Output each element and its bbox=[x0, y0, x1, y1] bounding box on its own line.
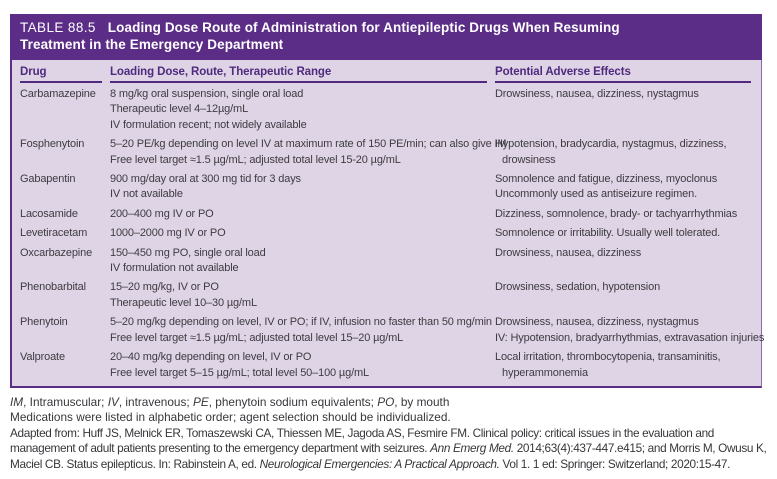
dose-cell: 8 mg/kg oral suspension, single oral load Therapeutic level 4–12µg/mL IV formulation recent; not widely available bbox=[110, 88, 307, 131]
effects-cell: Drowsiness, nausea, dizziness, nystagmus IV: Hypotension, bradyarrhythmias, extravasation injuries bbox=[495, 316, 765, 344]
effects-cell: Drowsiness, sedation, hypotension bbox=[495, 281, 661, 294]
table-title-line2: Treatment in the Emergency Department bbox=[20, 36, 284, 52]
table-row bbox=[20, 311, 765, 346]
table-header-row bbox=[20, 60, 751, 83]
drug-name: Phenytoin bbox=[20, 316, 68, 329]
drug-name: Lacosamide bbox=[20, 207, 78, 220]
table-label: TABLE 88.5 bbox=[20, 20, 96, 35]
dose-cell: 15–20 mg/kg, IV or PO Therapeutic level 10–30 µg/mL bbox=[110, 281, 257, 309]
effects-cell: Drowsiness, nausea, dizziness bbox=[495, 246, 642, 259]
table-row bbox=[20, 346, 751, 381]
footnote-note: Medications were listed in alphabetic order; agent selection should be individualized. bbox=[10, 410, 451, 425]
dose-cell: 200–400 mg IV or PO bbox=[110, 207, 214, 220]
table-row bbox=[20, 222, 751, 241]
dose-cell: 1000–2000 mg IV or PO bbox=[110, 227, 226, 240]
drug-name: Phenobarbital bbox=[20, 281, 86, 294]
drug-name: Carbamazepine bbox=[20, 88, 96, 100]
abbreviation-key: IM, Intramuscular; IV, intravenous; PE, phenytoin sodium equivalents; PO, by mouth bbox=[10, 394, 450, 409]
effects-cell: Somnolence and fatigue, dizziness, myoclonus Uncommonly used as antiseizure regimen. bbox=[495, 173, 718, 201]
effects-cell: Drowsiness, nausea, dizziness, nystagmus bbox=[495, 88, 699, 100]
table-title-line1: Loading Dose Route of Administration for Antiepileptic Drugs When Resuming bbox=[107, 20, 620, 35]
drug-name: Valproate bbox=[20, 351, 65, 364]
drug-name: Oxcarbazepine bbox=[20, 246, 93, 259]
column-header-effects: Potential Adverse Effects bbox=[495, 60, 751, 83]
drug-name: Levetiracetam bbox=[20, 227, 88, 240]
table-row bbox=[20, 242, 751, 277]
dose-cell: 5–20 mg/kg depending on level, IV or PO; if IV, infusion no faster than 50 mg/min Free level target ≈1.5 µg/mL; adjusted total level 15–20 µg/mL bbox=[110, 316, 492, 344]
table-card bbox=[10, 14, 765, 388]
dose-cell: 150–450 mg PO, single oral load IV formulation not available bbox=[110, 246, 266, 275]
column-header-dose: Loading Dose, Route, Therapeutic Range bbox=[110, 60, 487, 83]
table-row bbox=[20, 276, 751, 311]
dose-cell: 5–20 PE/kg depending on level IV at maximum rate of 150 PE/min; can also give IM Free level target ≈1.5 µg/mL; adjusted total level 15-20 µg/mL bbox=[110, 138, 507, 166]
column-header-drug: Drug bbox=[20, 60, 102, 83]
dose-cell: 20–40 mg/kg depending on level, IV or PO Free level target 5–15 µg/mL; total level 50–100 µg/mL bbox=[110, 351, 369, 379]
table-row bbox=[20, 203, 751, 222]
table-row bbox=[20, 133, 751, 168]
effects-cell: Dizziness, somnolence, brady- or tachyarrhythmias bbox=[495, 207, 738, 220]
effects-cell: Somnolence or irritability. Usually well tolerated. bbox=[495, 227, 721, 240]
dose-cell: 900 mg/day oral at 300 mg tid for 3 days IV not available bbox=[110, 173, 301, 201]
effects-cell: Local irritation, thrombocytopenia, transaminitis, hyperammonemia bbox=[495, 351, 721, 379]
footnotes bbox=[10, 395, 772, 472]
drug-name: Fosphenytoin bbox=[20, 138, 85, 151]
drug-name: Gabapentin bbox=[20, 173, 76, 186]
table-title-band bbox=[10, 14, 762, 60]
citation: Adapted from: Huff JS, Melnick ER, Tomaszewski CA, Thiessen ME, Jagoda AS, Fesmire FM. Clinical policy: critical issues in the evaluation and management of adult patients presenting to the emergency department with seizures. Ann Emerg Med. 2014;63(4):437-447.e415; and Morris M, Owusu K, Maciel CB. Status epilepticus. In: Rabinstein A, ed. Neurological Emergencies: A Practical Approach. Vol 1. 1 ed: Springer: Switzerland; 2020:15-47. bbox=[10, 425, 767, 471]
effects-cell: Hypotension, bradycardia, nystagmus, dizziness, drowsiness bbox=[495, 138, 727, 166]
table-body bbox=[10, 60, 765, 388]
table-row bbox=[20, 83, 751, 133]
table-row bbox=[20, 168, 751, 203]
